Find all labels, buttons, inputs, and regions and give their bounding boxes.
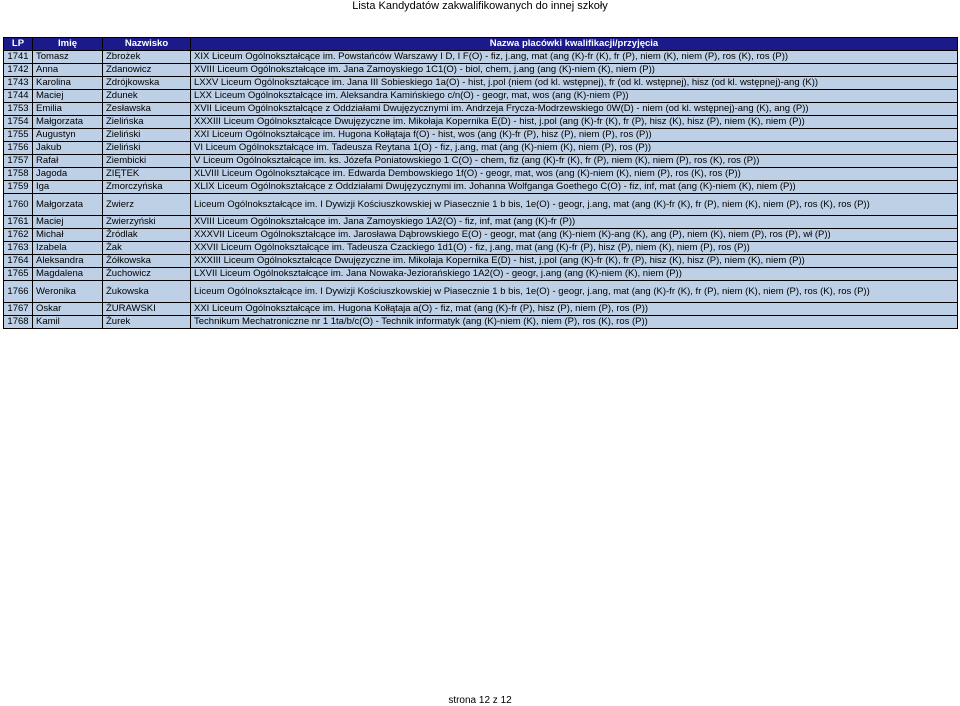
cell-last-name: Zbrożek	[103, 51, 191, 64]
candidates-table	[3, 37, 958, 329]
cell-school: XLIX Liceum Ogólnokształcące z Oddziałami Dwujęzycznymi im. Johanna Wolfganga Goethego C(O) - fiz, inf, mat (ang (K)-niem (K), niem (P))	[191, 181, 958, 194]
cell-last-name: Żurek	[103, 316, 191, 329]
cell-lp: 1768	[4, 316, 33, 329]
cell-last-name: Zwierz	[103, 194, 191, 216]
table-row	[4, 255, 958, 268]
column-header-lp: LP	[4, 38, 33, 51]
cell-school: Liceum Ogólnokształcące im. I Dywizji Kościuszkowskiej w Piasecznie 1 b bis, 1e(O) - geogr, j.ang, mat (ang (K)-fr (K), fr (P), niem (K), niem (P), ros (K), ros (P))	[191, 194, 958, 216]
cell-last-name: ZIĘTEK	[103, 168, 191, 181]
table-row	[4, 168, 958, 181]
cell-school: XXI Liceum Ogólnokształcące im. Hugona Kołłątaja a(O) - fiz, mat (ang (K)-fr (P), hisz (P), niem (P), ros (P))	[191, 303, 958, 316]
table-row	[4, 268, 958, 281]
table-row	[4, 64, 958, 77]
table-row	[4, 216, 958, 229]
cell-first-name: Weronika	[33, 281, 103, 303]
cell-last-name: Zdunek	[103, 90, 191, 103]
cell-last-name: Ziembicki	[103, 155, 191, 168]
cell-lp: 1744	[4, 90, 33, 103]
cell-first-name: Aleksandra	[33, 255, 103, 268]
cell-lp: 1742	[4, 64, 33, 77]
page-number: strona 12 z 12	[448, 695, 512, 706]
cell-school: LXXV Liceum Ogólnokształcące im. Jana III Sobieskiego 1a(O) - hist, j.pol (niem (od kl. wstępnej), fr (od kl. wstępnej), hisz (od kl. wstępnej)-ang (K))	[191, 77, 958, 90]
cell-lp: 1761	[4, 216, 33, 229]
table-row	[4, 90, 958, 103]
cell-school: XXXVII Liceum Ogólnokształcące im. Jarosława Dąbrowskiego E(O) - geogr, mat (ang (K)-niem (K)-ang (K), ang (P), niem (K), niem (P), ros (P), wł (P))	[191, 229, 958, 242]
cell-lp: 1753	[4, 103, 33, 116]
cell-last-name: ŻURAWSKI	[103, 303, 191, 316]
cell-first-name: Jagoda	[33, 168, 103, 181]
table-header	[4, 38, 958, 51]
cell-first-name: Emilia	[33, 103, 103, 116]
cell-school: XVIII Liceum Ogólnokształcące im. Jana Zamoyskiego 1C1(O) - biol, chem, j.ang (ang (K)-niem (K), niem (P))	[191, 64, 958, 77]
cell-lp: 1762	[4, 229, 33, 242]
cell-school: VI Liceum Ogólnokształcące im. Tadeusza Reytana 1(O) - fiz, j.ang, mat (ang (K)-niem (K), niem (P), ros (P))	[191, 142, 958, 155]
cell-lp: 1743	[4, 77, 33, 90]
cell-school: XXVII Liceum Ogólnokształcące im. Tadeusza Czackiego 1d1(O) - fiz, j.ang, mat (ang (K)-fr (P), hisz (P), niem (K), niem (P), ros (P))	[191, 242, 958, 255]
cell-school: XXXIII Liceum Ogólnokształcące Dwujęzyczne im. Mikołaja Kopernika E(D) - hist, j.pol (ang (K)-fr (K), fr (P), hisz (K), hisz (P), niem (K), niem (P))	[191, 116, 958, 129]
cell-lp: 1756	[4, 142, 33, 155]
cell-last-name: Źródlak	[103, 229, 191, 242]
cell-lp: 1764	[4, 255, 33, 268]
table-row	[4, 116, 958, 129]
cell-last-name: Żuchowicz	[103, 268, 191, 281]
cell-first-name: Tomasz	[33, 51, 103, 64]
cell-first-name: Anna	[33, 64, 103, 77]
cell-lp: 1767	[4, 303, 33, 316]
cell-last-name: Zdanowicz	[103, 64, 191, 77]
table-row	[4, 77, 958, 90]
cell-last-name: Zwierzyński	[103, 216, 191, 229]
cell-school: V Liceum Ogólnokształcące im. ks. Józefa Poniatowskiego 1 C(O) - chem, fiz (ang (K)-fr (K), fr (P), niem (K), niem (P), ros (K), ros (P))	[191, 155, 958, 168]
cell-last-name: Żółkowska	[103, 255, 191, 268]
cell-last-name: Zieliński	[103, 142, 191, 155]
cell-last-name: Zmorczyńska	[103, 181, 191, 194]
cell-last-name: Zdrójkowska	[103, 77, 191, 90]
column-header-last-name: Nazwisko	[103, 38, 191, 51]
cell-school: XXI Liceum Ogólnokształcące im. Hugona Kołłątaja f(O) - hist, wos (ang (K)-fr (P), hisz (P), niem (P), ros (P))	[191, 129, 958, 142]
cell-first-name: Kamil	[33, 316, 103, 329]
column-header-first-name: Imię	[33, 38, 103, 51]
cell-first-name: Michał	[33, 229, 103, 242]
table-row	[4, 181, 958, 194]
table-row	[4, 142, 958, 155]
cell-first-name: Karolina	[33, 77, 103, 90]
table-row	[4, 51, 958, 64]
cell-lp: 1757	[4, 155, 33, 168]
cell-lp: 1760	[4, 194, 33, 216]
cell-lp: 1755	[4, 129, 33, 142]
cell-school: XVIII Liceum Ogólnokształcące im. Jana Zamoyskiego 1A2(O) - fiz, inf, mat (ang (K)-fr (P))	[191, 216, 958, 229]
table-row	[4, 229, 958, 242]
cell-first-name: Jakub	[33, 142, 103, 155]
cell-first-name: Maciej	[33, 216, 103, 229]
header-row	[4, 38, 958, 51]
cell-school: XXXIII Liceum Ogólnokształcące Dwujęzyczne im. Mikołaja Kopernika E(D) - hist, j.pol (ang (K)-fr (K), fr (P), hisz (K), hisz (P), niem (K), niem (P))	[191, 255, 958, 268]
cell-last-name: Zesławska	[103, 103, 191, 116]
cell-last-name: Żak	[103, 242, 191, 255]
cell-first-name: Magdalena	[33, 268, 103, 281]
cell-last-name: Zieliński	[103, 129, 191, 142]
table-row	[4, 316, 958, 329]
column-header-school: Nazwa placówki kwalifikacji/przyjęcia	[191, 38, 958, 51]
table-row	[4, 242, 958, 255]
page-title: Lista Kandydatów zakwalifikowanych do innej szkoły	[352, 0, 608, 12]
cell-first-name: Maciej	[33, 90, 103, 103]
cell-last-name: Zielińska	[103, 116, 191, 129]
cell-lp: 1741	[4, 51, 33, 64]
cell-first-name: Oskar	[33, 303, 103, 316]
cell-first-name: Małgorzata	[33, 194, 103, 216]
cell-school: Liceum Ogólnokształcące im. I Dywizji Kościuszkowskiej w Piasecznie 1 b bis, 1e(O) - geogr, j.ang, mat (ang (K)-fr (K), fr (P), niem (K), niem (P), ros (K), ros (P))	[191, 281, 958, 303]
cell-lp: 1759	[4, 181, 33, 194]
cell-school: XVII Liceum Ogólnokształcące z Oddziałami Dwujęzycznymi im. Andrzeja Frycza-Modrzewskiego 0W(D) - niem (od kl. wstępnej)-ang (K), ang (P))	[191, 103, 958, 116]
cell-first-name: Małgorzata	[33, 116, 103, 129]
table-row	[4, 155, 958, 168]
table-row	[4, 194, 958, 216]
cell-lp: 1754	[4, 116, 33, 129]
table-row	[4, 103, 958, 116]
cell-lp: 1765	[4, 268, 33, 281]
cell-lp: 1766	[4, 281, 33, 303]
cell-lp: 1763	[4, 242, 33, 255]
cell-school: LXX Liceum Ogólnokształcące im. Aleksandra Kamińskiego c/n(O) - geogr, mat, wos (ang (K)-niem (P))	[191, 90, 958, 103]
cell-first-name: Izabela	[33, 242, 103, 255]
cell-last-name: Żukowska	[103, 281, 191, 303]
table-row	[4, 303, 958, 316]
cell-first-name: Iga	[33, 181, 103, 194]
table-row	[4, 281, 958, 303]
table-body	[4, 51, 958, 329]
cell-school: Technikum Mechatroniczne nr 1 1ta/b/c(O) - Technik informatyk (ang (K)-niem (K), niem (P), ros (K), ros (P))	[191, 316, 958, 329]
cell-school: LXVII Liceum Ogólnokształcące im. Jana Nowaka-Jeziorańskiego 1A2(O) - geogr, j.ang (ang (K)-niem (K), niem (P))	[191, 268, 958, 281]
cell-first-name: Rafał	[33, 155, 103, 168]
table-row	[4, 129, 958, 142]
cell-school: XIX Liceum Ogólnokształcące im. Powstańców Warszawy I D, I F(O) - fiz, j.ang, mat (ang (K)-fr (K), fr (P), niem (K), niem (P), ros (K), ros (P))	[191, 51, 958, 64]
cell-school: XLVIII Liceum Ogólnokształcące im. Edwarda Dembowskiego 1f(O) - geogr, mat, wos (ang (K)-niem (K), niem (P), ros (K), ros (P))	[191, 168, 958, 181]
cell-first-name: Augustyn	[33, 129, 103, 142]
cell-lp: 1758	[4, 168, 33, 181]
